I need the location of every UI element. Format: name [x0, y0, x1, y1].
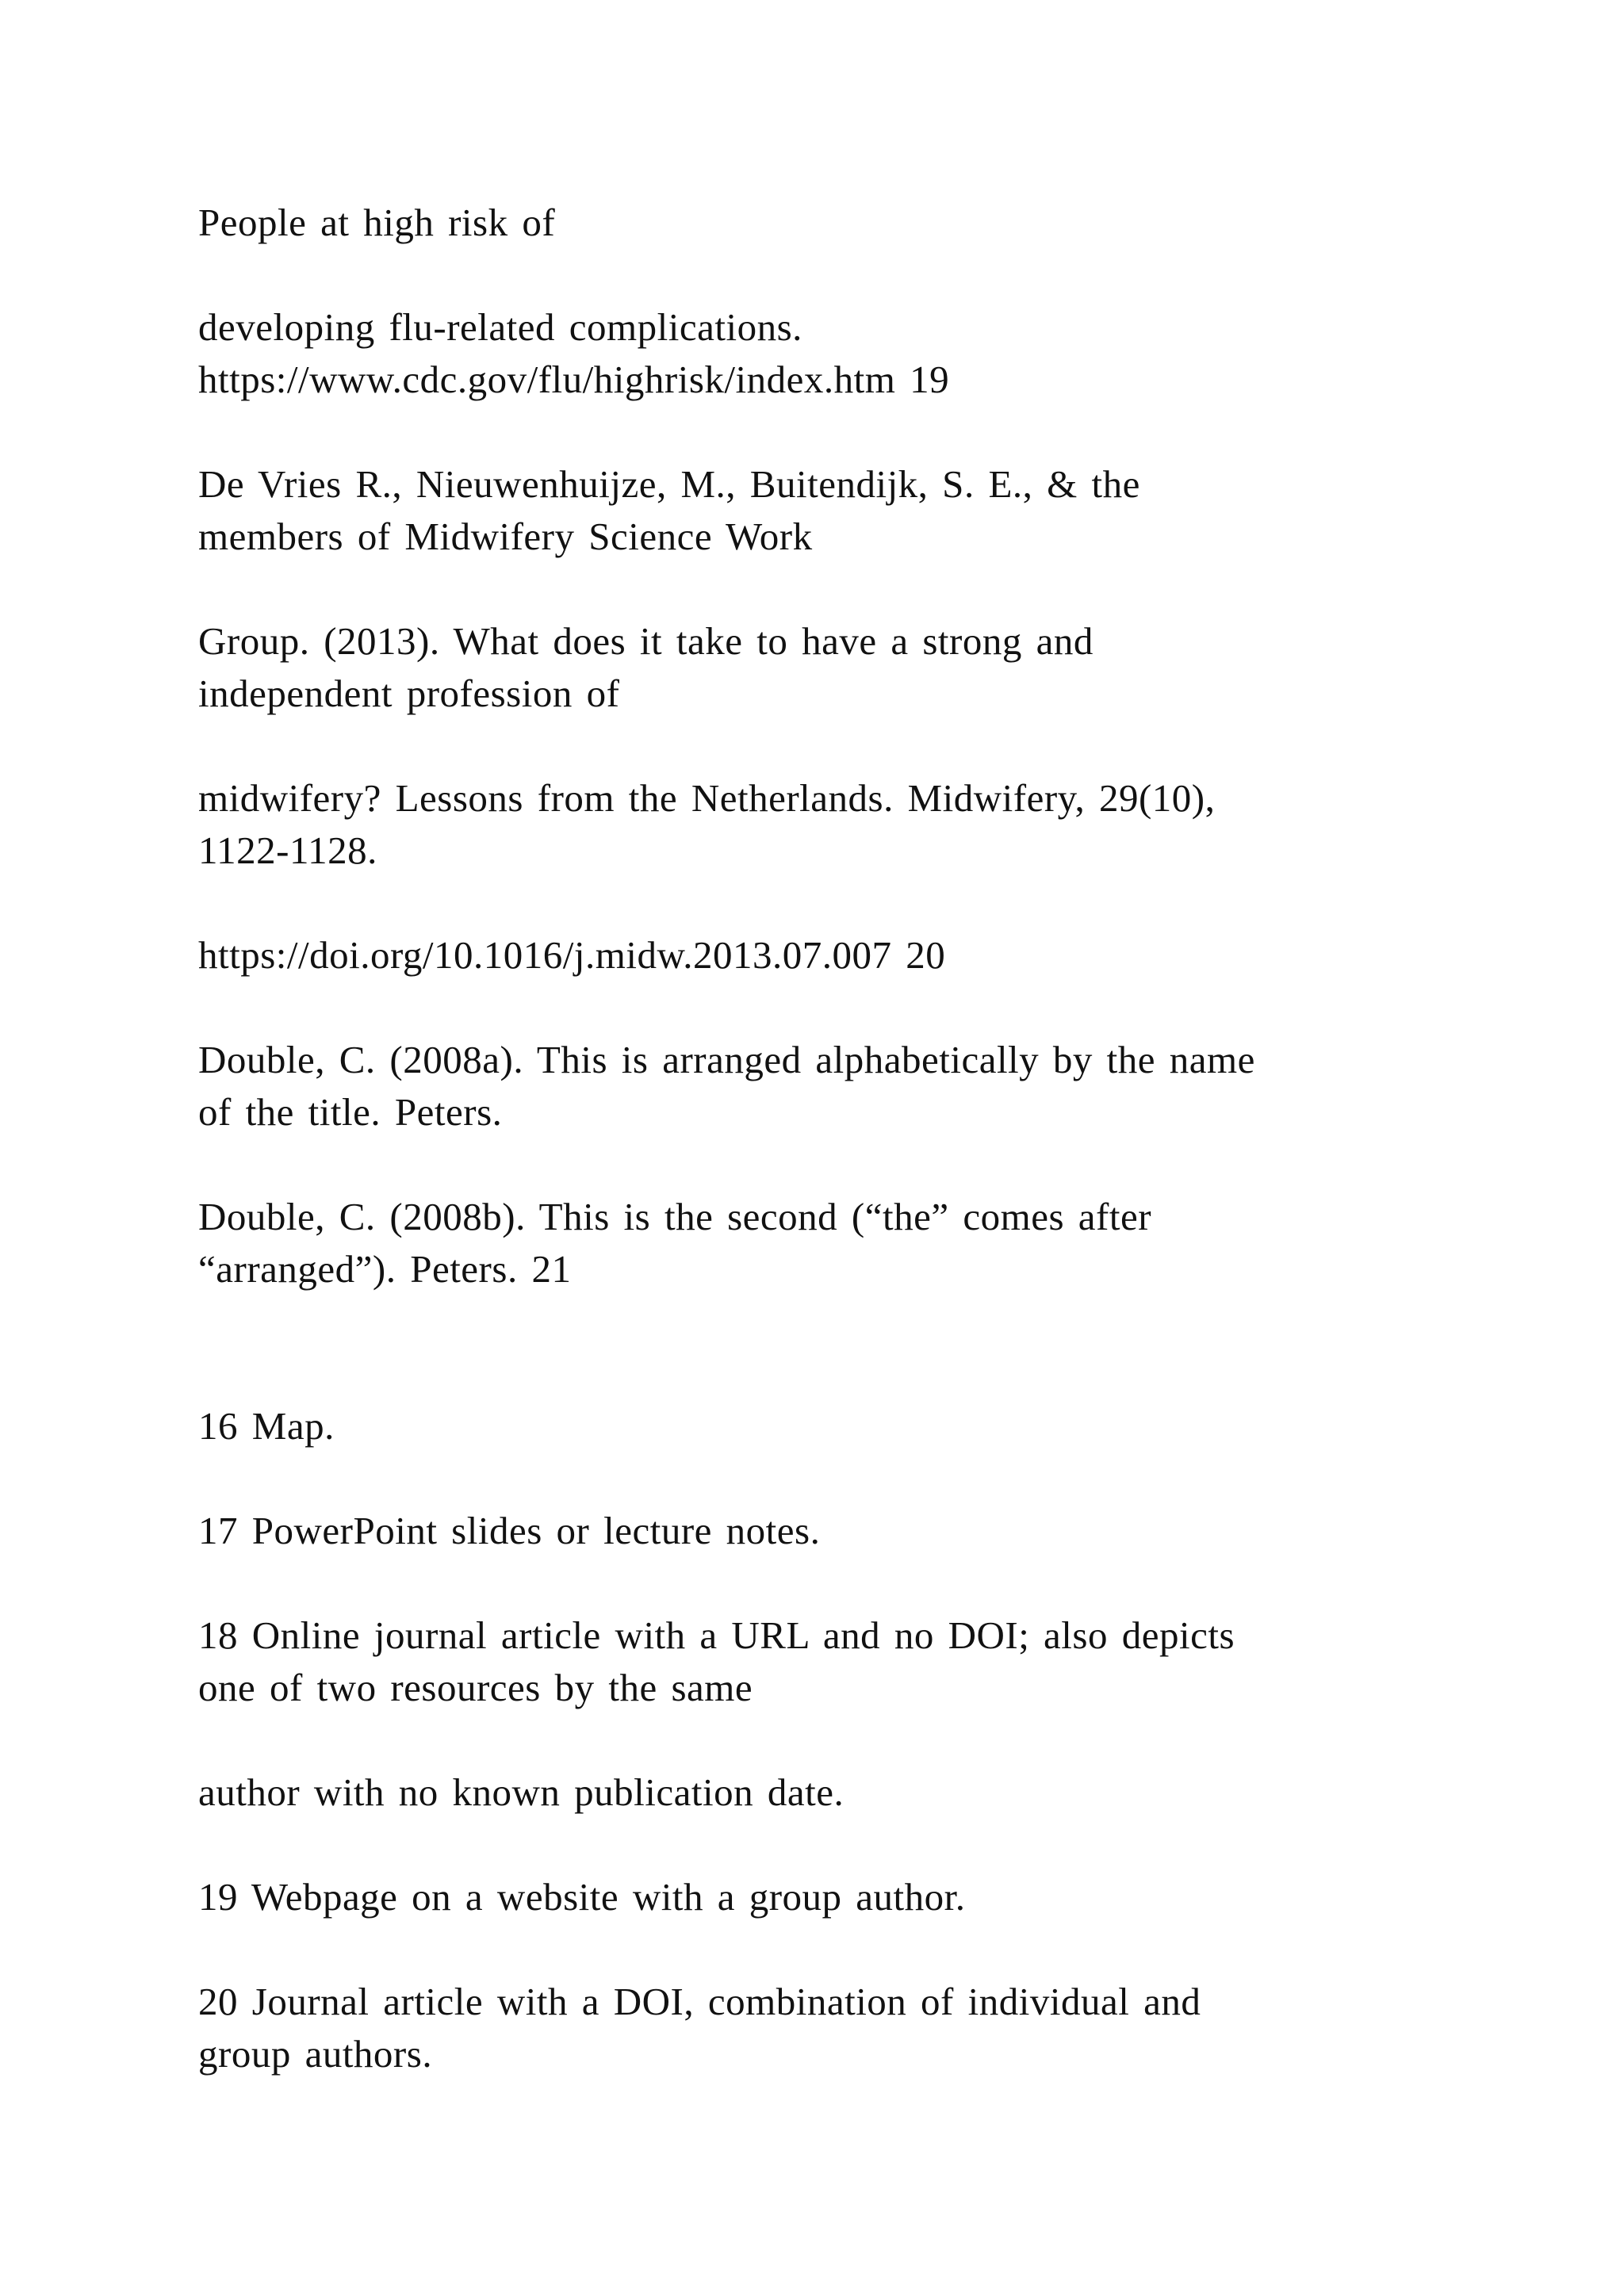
footnote-line: one of two resources by the same [198, 1666, 753, 1709]
footnote-line: author with no known publication date. [198, 1770, 845, 1814]
reference-text-line: People at high risk of [198, 201, 556, 244]
reference-doi-line: https://doi.org/10.1016/j.midw.2013.07.007 20 [198, 933, 946, 977]
reference-text-line: Double, C. (2008b). This is the second (“the” comes after [198, 1195, 1152, 1238]
reference-text-line: members of Midwifery Science Work [198, 515, 813, 558]
reference-text-line: Group. (2013). What does it take to have a strong and [198, 619, 1094, 663]
footnote-line: 16 Map. [198, 1404, 335, 1448]
reference-text-line: of the title. Peters. [198, 1090, 503, 1134]
reference-text-line: developing flu-related complications. [198, 305, 802, 349]
footnote-line: 17 PowerPoint slides or lecture notes. [198, 1509, 821, 1552]
footnote-line: 20 Journal article with a DOI, combination of individual and [198, 1980, 1201, 2023]
footnote-line: 18 Online journal article with a URL and no DOI; also depicts [198, 1613, 1235, 1657]
reference-text-line: independent profession of [198, 672, 620, 715]
reference-text-line: “arranged”). Peters. 21 [198, 1247, 572, 1291]
reference-text-line: midwifery? Lessons from the Netherlands. Midwifery, 29(10), [198, 776, 1216, 820]
footnote-line: 19 Webpage on a website with a group author. [198, 1875, 966, 1919]
reference-url-line: https://www.cdc.gov/flu/highrisk/index.htm 19 [198, 358, 950, 401]
reference-text-line: Double, C. (2008a). This is arranged alphabetically by the name [198, 1038, 1255, 1081]
footnote-line: group authors. [198, 2032, 433, 2076]
reference-text-line: 1122-1128. [198, 828, 377, 872]
reference-text-line: De Vries R., Nieuwenhuijze, M., Buitendijk, S. E., & the [198, 462, 1140, 506]
